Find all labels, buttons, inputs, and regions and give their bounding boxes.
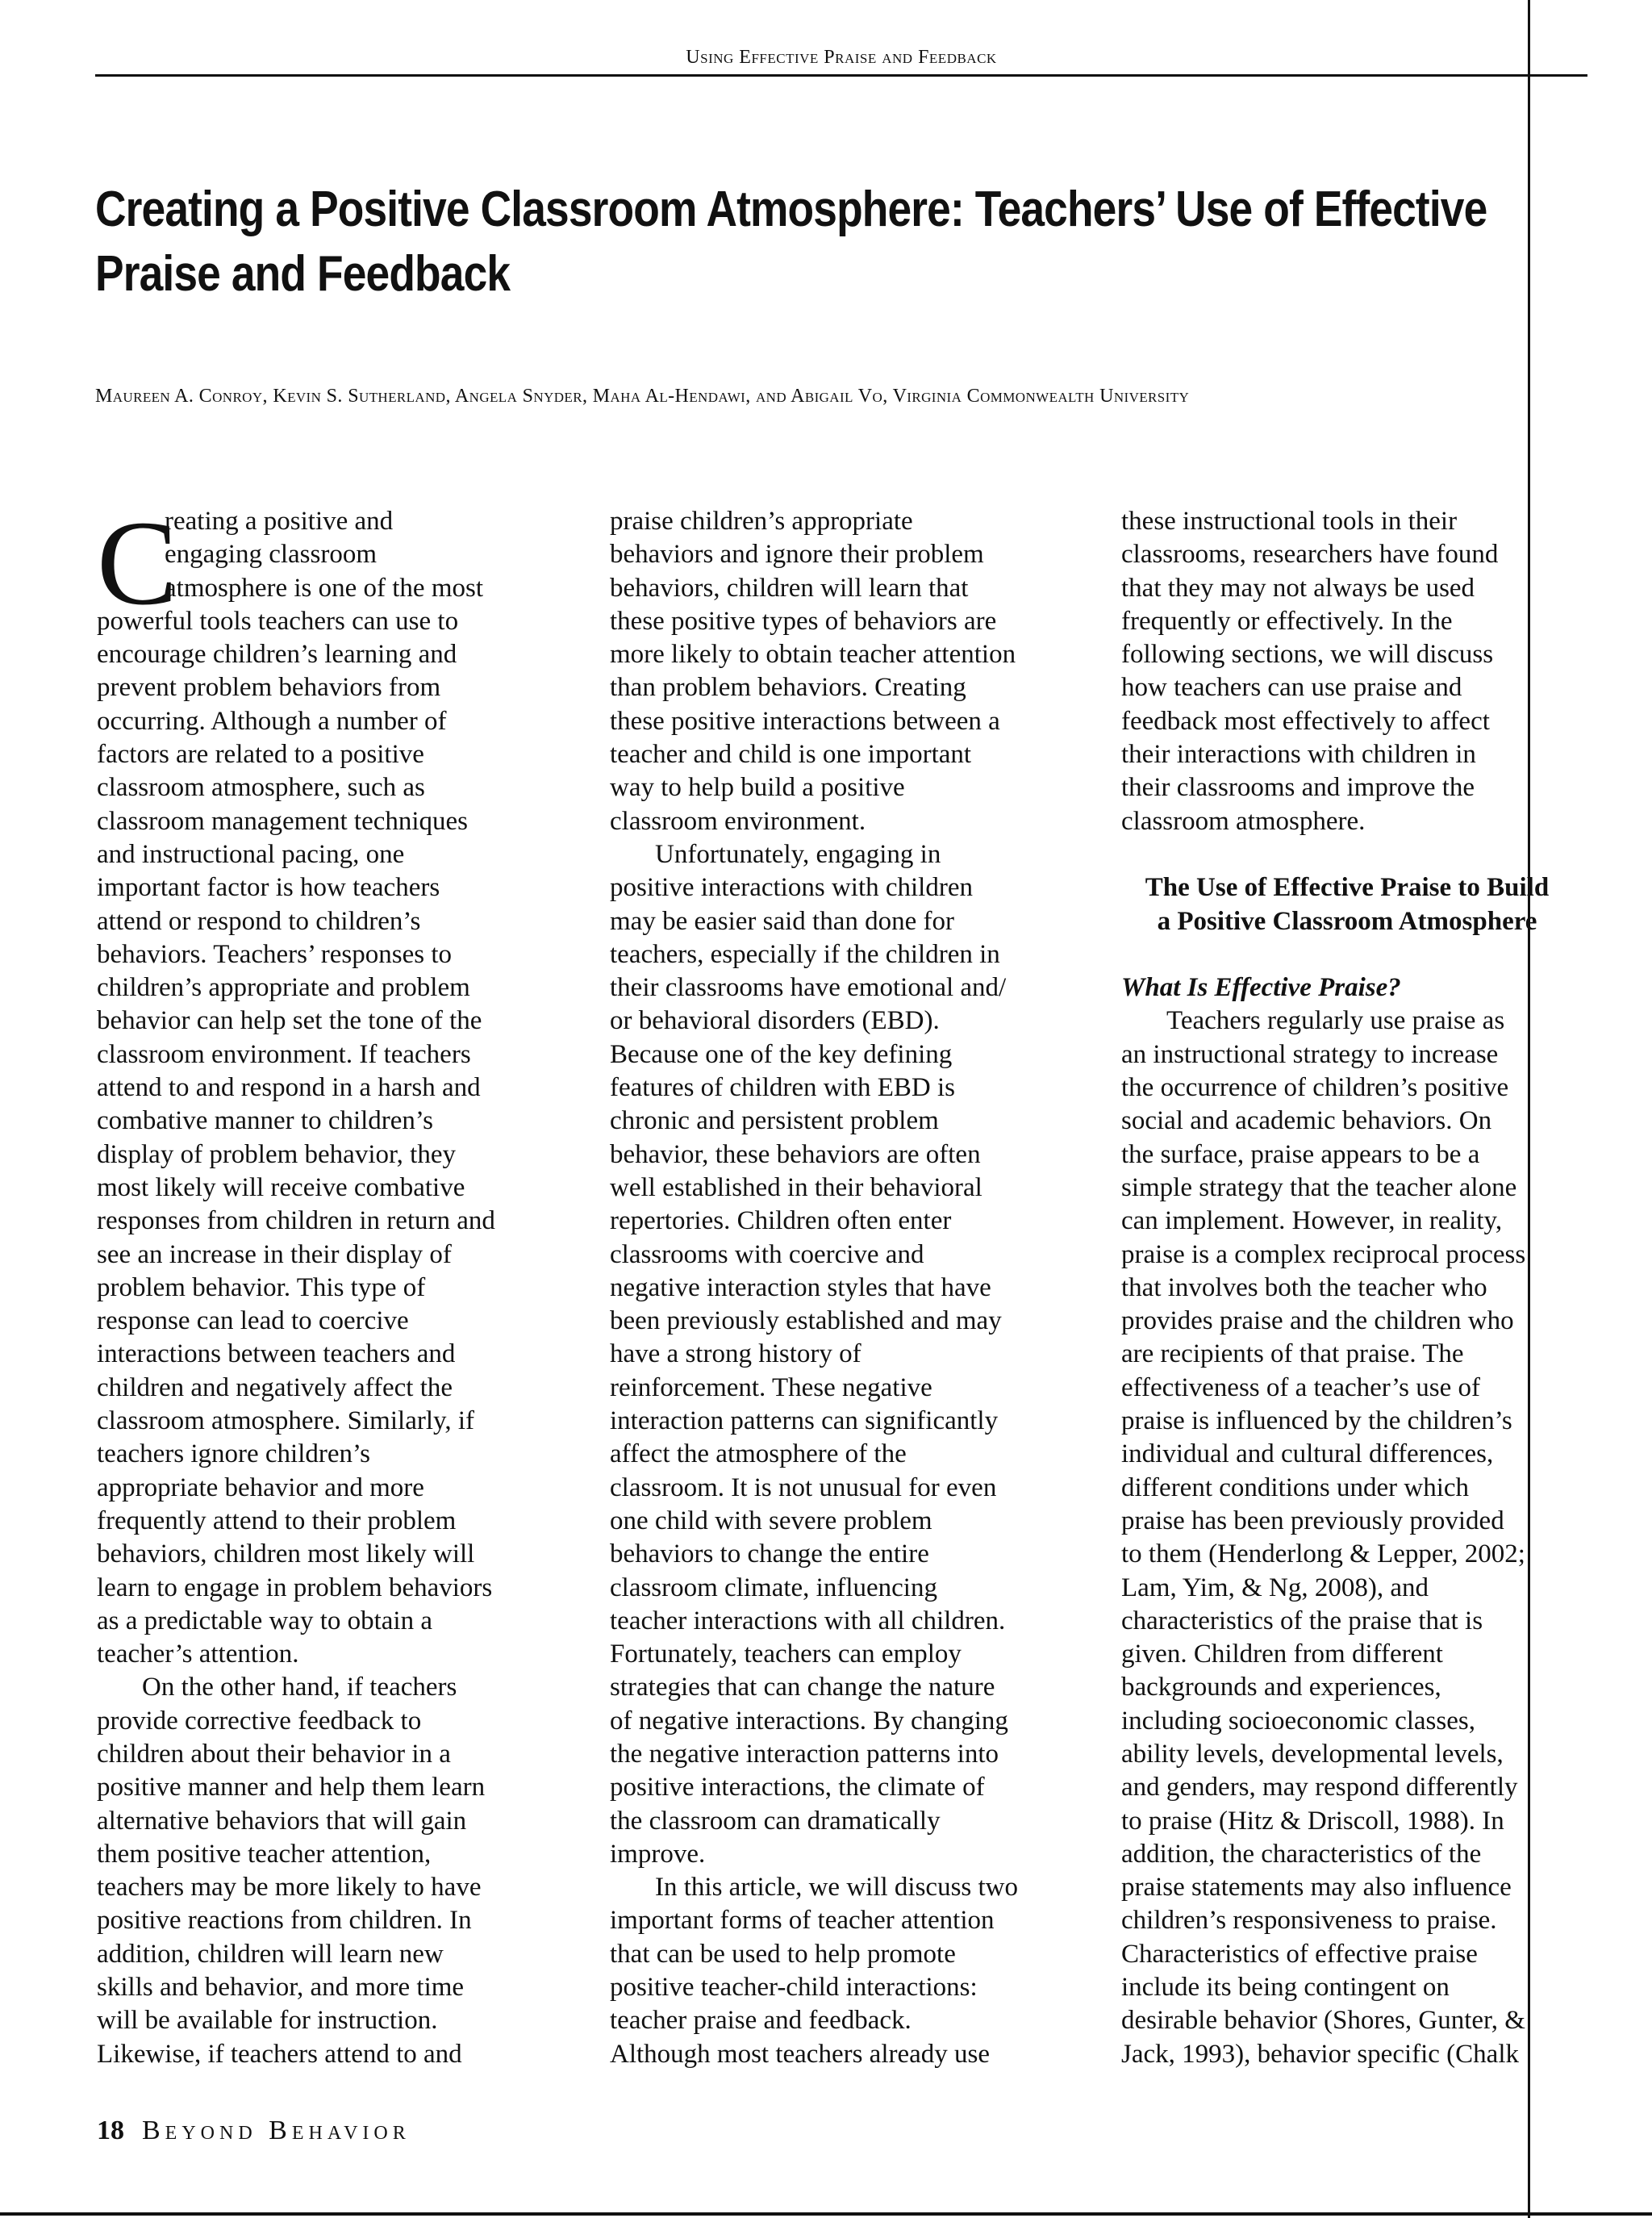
text-line: Unfortunately, engaging in [655,839,941,869]
text-line: one child with severe problem [610,1506,932,1535]
subheading: What Is Effective Praise? [1121,973,1401,1003]
text-line: include its being contingent on [1121,1973,1450,2003]
text-line: desirable behavior (Shores, Gunter, & [1121,2006,1525,2036]
text-line: strategies that can change the nature [610,1673,995,1702]
text-line: teacher praise and feedback. [610,2006,912,2036]
text-line: these instructional tools in their [1121,507,1458,536]
title-line-2: Praise and Feedback [95,246,511,302]
text-line: Jack, 1993), behavior specific (Chalk [1121,2039,1520,2069]
text-line: attend or respond to children’s [97,906,421,936]
text-line: positive manner and help them learn [97,1773,486,1802]
text-line: behavior can help set the tone of the [97,1006,482,1036]
text-line: On the other hand, if teachers [142,1673,457,1702]
text-line: addition, the characteristics of the [1121,1839,1482,1869]
journal-name: Beyond Behavior [142,2116,411,2145]
text-line: of negative interactions. By changing [610,1706,1008,1736]
text-line: engaging classroom [165,540,378,570]
text-line: behaviors, children most likely will [97,1539,475,1569]
text-line: following sections, we will discuss [1121,640,1494,670]
text-line: will be available for instruction. [97,2006,438,2036]
text-line: praise children’s appropriate [610,507,913,536]
text-line: behaviors to change the entire [610,1539,929,1569]
text-line: behaviors. Teachers’ responses to [97,939,452,969]
text-line: been previously established and may [610,1306,1002,1336]
author-byline: Maureen A. Conroy, Kevin S. Sutherland, Angela Snyder, Maha Al-Hendawi, and Abigail Vo, Virginia Commonwealth University [95,386,1190,407]
text-line: Although most teachers already use [610,2039,991,2069]
text-column-3 [1121,505,1589,2071]
text-line: positive interactions with children [610,873,973,903]
text-line: responses from children in return and [97,1206,495,1236]
text-line: Fortunately, teachers can employ [610,1639,962,1669]
text-line: powerful tools teachers can use to [97,606,459,636]
text-line: individual and cultural differences, [1121,1439,1494,1469]
text-line: encourage children’s learning and [97,640,457,670]
section-heading [1121,871,1573,938]
text-line: display of problem behavior, they [97,1139,456,1169]
text-line: frequently or effectively. In the [1121,606,1453,636]
section-heading-line: a Positive Classroom Atmosphere [1157,906,1537,936]
text-line: addition, children will learn new [97,1939,444,1969]
text-line: classroom atmosphere. Similarly, if [97,1406,475,1436]
text-line: learn to engage in problem behaviors [97,1573,493,1602]
text-line: behaviors, children will learn that [610,573,969,603]
text-line: see an increase in their display of [97,1239,452,1269]
text-line: repertories. Children often enter [610,1206,952,1236]
text-line: Teachers regularly use praise as [1166,1006,1505,1036]
text-line: classroom. It is not unusual for even [610,1472,997,1502]
text-line: features of children with EBD is [610,1073,955,1103]
text-line: problem behavior. This type of [97,1272,426,1302]
text-line: are recipients of that praise. The [1121,1339,1464,1369]
text-line: praise statements may also influence [1121,1873,1512,1903]
text-line: these positive interactions between a [610,706,1000,736]
text-line: reating a positive and [165,507,394,536]
text-line: social and academic behaviors. On [1121,1106,1492,1136]
text-line: classroom climate, influencing [610,1573,937,1602]
text-line: teacher’s attention. [97,1639,299,1669]
text-line: response can lead to coercive [97,1306,409,1336]
text-line: children’s responsiveness to praise. [1121,1906,1497,1936]
text-line: to them (Henderlong & Lepper, 2002; [1121,1539,1525,1569]
text-line: them positive teacher attention, [97,1839,432,1869]
text-line: praise is a complex reciprocal process [1121,1239,1526,1269]
text-line: occurring. Although a number of [97,706,447,736]
text-line: positive teacher-child interactions: [610,1973,978,2003]
page-number: 18 [97,2116,124,2145]
text-line: way to help build a positive [610,773,905,803]
text-line: Because one of the key defining [610,1039,953,1069]
text-line: skills and behavior, and more time [97,1973,465,2003]
text-line: positive reactions from children. In [97,1906,472,1936]
drop-cap: C [97,496,178,630]
text-line: the classroom can dramatically [610,1806,941,1836]
text-line: classroom atmosphere, such as [97,773,425,803]
text-line: children’s appropriate and problem [97,973,470,1003]
text-line: behavior, these behaviors are often [610,1139,981,1169]
text-line: the negative interaction patterns into [610,1739,999,1769]
text-line: that involves both the teacher who [1121,1272,1487,1302]
text-line: than problem behaviors. Creating [610,673,966,703]
text-line: positive interactions, the climate of [610,1773,985,1802]
text-line: classroom atmosphere. [1121,806,1366,836]
text-line: improve. [610,1839,706,1869]
text-line: can implement. However, in reality, [1121,1206,1503,1236]
text-line: simple strategy that the teacher alone [1121,1172,1517,1202]
text-line: children and negatively affect the [97,1372,453,1402]
section-heading-line: The Use of Effective Praise to Build [1145,873,1550,903]
text-line: feedback most effectively to affect [1121,706,1490,736]
text-line: and genders, may respond differently [1121,1773,1518,1802]
text-line: classrooms, researchers have found [1121,540,1499,570]
text-line: attend to and respond in a harsh and [97,1073,481,1103]
text-line: backgrounds and experiences, [1121,1673,1441,1702]
text-line: Likewise, if teachers attend to and [97,2039,462,2069]
text-line: classrooms with coercive and [610,1239,924,1269]
text-line: negative interaction styles that have [610,1272,991,1302]
text-line: teachers may be more likely to have [97,1873,482,1903]
text-line: In this article, we will discuss two [655,1873,1019,1903]
text-line: an instructional strategy to increase [1121,1039,1499,1069]
text-line: praise has been previously provided [1121,1506,1504,1535]
text-line: different conditions under which [1121,1472,1470,1502]
text-line: appropriate behavior and more [97,1472,424,1502]
text-line: teacher and child is one important [610,740,972,770]
text-line: including socioeconomic classes, [1121,1706,1475,1736]
text-line: interaction patterns can significantly [610,1406,999,1436]
text-line: their classrooms have emotional and/ [610,973,1007,1003]
column-3-intro [1121,505,1589,838]
text-line: more likely to obtain teacher attention [610,640,1016,670]
text-column-1 [97,496,565,2071]
text-line: interactions between teachers and [97,1339,456,1369]
text-column-2 [610,505,1078,2071]
text-line: ability levels, developmental levels, [1121,1739,1504,1769]
text-line: that can be used to help promote [610,1939,956,1969]
text-line: teachers ignore children’s [97,1439,371,1469]
text-line: important forms of teacher attention [610,1906,995,1936]
text-line: atmosphere is one of the most [165,573,484,603]
text-line: Characteristics of effective praise [1121,1939,1478,1969]
text-line: important factor is how teachers [97,873,440,903]
text-line: may be easier said than done for [610,906,955,936]
text-line: their classrooms and improve the [1121,773,1475,803]
text-line: factors are related to a positive [97,740,424,770]
text-line: teacher interactions with all children. [610,1606,1006,1635]
text-line: characteristics of the praise that is [1121,1606,1483,1635]
text-line: or behavioral disorders (EBD). [610,1006,940,1036]
text-line: praise is influenced by the children’s [1121,1406,1512,1436]
text-line: as a predictable way to obtain a [97,1606,432,1635]
column-3-body [1121,1005,1589,2071]
text-line: the surface, praise appears to be a [1121,1139,1480,1169]
text-line: how teachers can use praise and [1121,673,1462,703]
text-line: provides praise and the children who [1121,1306,1514,1336]
text-line: classroom environment. [610,806,866,836]
title-line-1: Creating a Positive Classroom Atmosphere: Teachers’ Use of Effective [95,182,1487,237]
text-line: their interactions with children in [1121,740,1476,770]
text-line: chronic and persistent problem [610,1106,939,1136]
page-bottom-border [0,2212,1652,2216]
text-line: effectiveness of a teacher’s use of [1121,1372,1480,1402]
text-line: that they may not always be used [1121,573,1475,603]
text-line: classroom management techniques [97,806,469,836]
page-footer [97,2116,411,2146]
text-line: to praise (Hitz & Driscoll, 1988). In [1121,1806,1504,1836]
text-line: combative manner to children’s [97,1106,433,1136]
text-line: most likely will receive combative [97,1172,465,1202]
text-line: provide corrective feedback to [97,1706,422,1736]
text-line: frequently attend to their problem [97,1506,457,1535]
article-title [95,178,1487,307]
text-line: given. Children from different [1121,1639,1443,1669]
header-rule [95,74,1587,77]
text-line: well established in their behavioral [610,1172,982,1202]
text-line: alternative behaviors that will gain [97,1806,467,1836]
text-line: behaviors and ignore their problem [610,540,984,570]
text-line: the occurrence of children’s positive [1121,1073,1509,1103]
text-line: teachers, especially if the children in [610,939,1000,969]
text-line: reinforcement. These negative [610,1372,932,1402]
text-line: these positive types of behaviors are [610,606,997,636]
text-line: and instructional pacing, one [97,839,405,869]
text-line: affect the atmosphere of the [610,1439,907,1469]
text-line: prevent problem behaviors from [97,673,441,703]
running-head: Using Effective Praise and Feedback [686,47,997,68]
text-line: children about their behavior in a [97,1739,451,1769]
text-line: have a strong history of [610,1339,861,1369]
text-line: classroom environment. If teachers [97,1039,471,1069]
text-line: Lam, Yim, & Ng, 2008), and [1121,1573,1429,1602]
